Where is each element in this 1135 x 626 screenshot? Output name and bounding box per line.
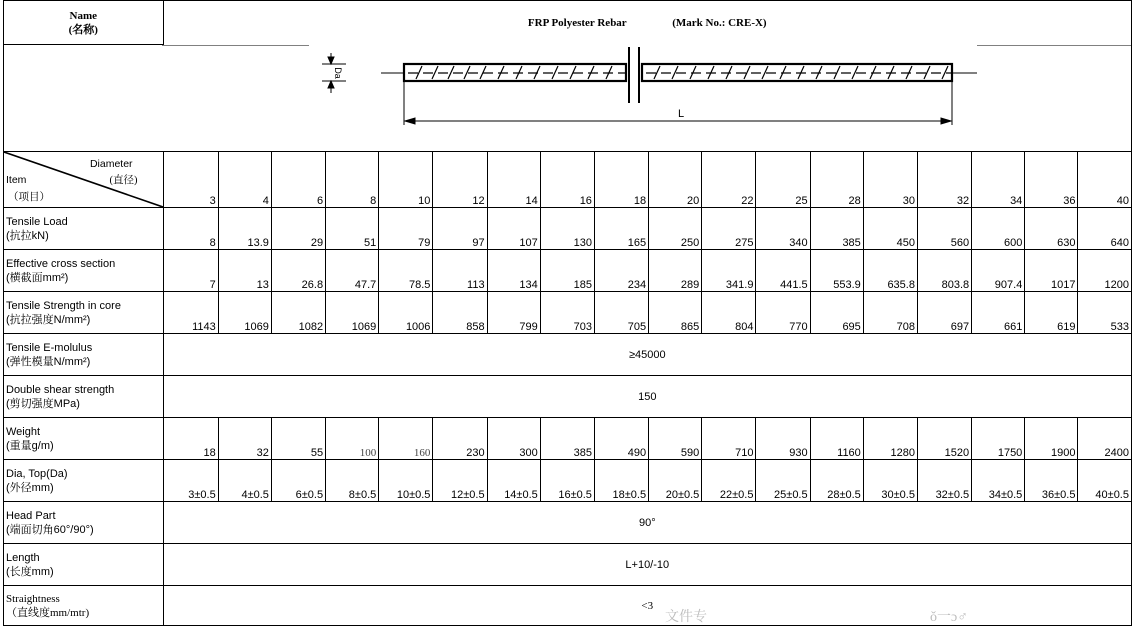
value-cell: 230	[433, 418, 487, 460]
row-label-en: Straightness	[6, 592, 60, 605]
value-cell: 1082	[271, 292, 325, 334]
row-label	[4, 460, 164, 502]
value-cell: 619	[1025, 292, 1078, 334]
value-cell: 185	[540, 250, 594, 292]
row-label-en: Effective cross section	[6, 257, 116, 270]
diameter-en: Diameter	[89, 158, 133, 170]
merged-value: ≥45000	[163, 334, 1131, 376]
value-cell: 907.4	[972, 250, 1025, 292]
value-cell: 234	[594, 250, 648, 292]
name-cn: (名称)	[68, 23, 98, 36]
value-cell: 630	[1025, 208, 1078, 250]
diameter-cell: 18	[594, 152, 648, 208]
rebar-drawing	[4, 45, 1132, 151]
value-cell: 697	[917, 292, 971, 334]
value-cell: 1143	[163, 292, 218, 334]
value-cell: 490	[594, 418, 648, 460]
value-cell: 1069	[326, 292, 379, 334]
value-cell: 97	[433, 208, 487, 250]
value-cell: 1520	[917, 418, 971, 460]
row-label	[4, 250, 164, 292]
value-cell: 8±0.5	[326, 460, 379, 502]
value-cell: 930	[756, 418, 810, 460]
length-label: L	[678, 108, 685, 120]
value-cell: 385	[540, 418, 594, 460]
spec-row	[4, 250, 1132, 292]
diameter-cell: 30	[863, 152, 917, 208]
value-cell: 18±0.5	[594, 460, 648, 502]
spec-row	[4, 544, 1132, 586]
name-header-cell	[4, 1, 164, 45]
value-cell: 858	[433, 292, 487, 334]
value-cell: 1006	[379, 292, 433, 334]
value-cell: 26.8	[271, 250, 325, 292]
value-cell: 865	[649, 292, 702, 334]
value-cell: 32	[218, 418, 271, 460]
value-cell: 134	[487, 250, 540, 292]
diameter-cell: 25	[756, 152, 810, 208]
diameter-cell: 16	[540, 152, 594, 208]
value-cell: 553.9	[810, 250, 863, 292]
spec-row	[4, 418, 1132, 460]
value-cell: 165	[594, 208, 648, 250]
value-cell: 275	[702, 208, 756, 250]
value-cell: 36±0.5	[1025, 460, 1078, 502]
value-cell: 8	[163, 208, 218, 250]
value-cell: 16±0.5	[540, 460, 594, 502]
value-cell: 107	[487, 208, 540, 250]
diameter-cell: 6	[271, 152, 325, 208]
value-cell: 803.8	[917, 250, 971, 292]
diameter-cn: (直径)	[109, 175, 138, 186]
value-cell: 1069	[218, 292, 271, 334]
value-cell: 30±0.5	[863, 460, 917, 502]
spec-row	[4, 376, 1132, 418]
item-en: Item	[6, 174, 27, 186]
row-label-cn: (抗拉强度N/mm²)	[6, 313, 91, 326]
row-label-en: Tensile Load	[6, 215, 68, 228]
row-label-en: Weight	[6, 425, 41, 438]
diameter-cell: 3	[163, 152, 218, 208]
row-label-cn: (横截面mm²)	[6, 271, 69, 284]
value-cell: 1160	[810, 418, 863, 460]
spec-table	[3, 0, 1132, 626]
diameter-cell: 8	[326, 152, 379, 208]
value-cell: 160	[379, 418, 433, 460]
value-cell: 51	[326, 208, 379, 250]
row-label-cn: (外径mm)	[6, 481, 54, 494]
value-cell: 2400	[1078, 418, 1132, 460]
value-cell: 1200	[1078, 250, 1132, 292]
value-cell: 13	[218, 250, 271, 292]
value-cell: 14±0.5	[487, 460, 540, 502]
row-label	[4, 208, 164, 250]
value-cell: 22±0.5	[702, 460, 756, 502]
row-label	[4, 418, 164, 460]
merged-value: L+10/-10	[163, 544, 1131, 586]
row-label	[4, 544, 164, 586]
merged-value: 90°	[163, 502, 1131, 544]
row-label-cn: (弹性模量N/mm²)	[6, 355, 91, 368]
diameter-cell: 28	[810, 152, 863, 208]
value-cell: 710	[702, 418, 756, 460]
value-cell: 3±0.5	[163, 460, 218, 502]
value-cell: 708	[863, 292, 917, 334]
diameter-cell: 4	[218, 152, 271, 208]
value-cell: 590	[649, 418, 702, 460]
value-cell: 289	[649, 250, 702, 292]
row-label	[4, 586, 164, 626]
seal-watermark-a: 文件专	[665, 610, 707, 625]
value-cell: 20±0.5	[649, 460, 702, 502]
title-cell	[163, 1, 1131, 45]
header-row	[4, 1, 1132, 45]
row-label-en: Dia, Top(Da)	[6, 467, 68, 480]
item-diameter-header	[4, 152, 164, 208]
diameter-cell: 12	[433, 152, 487, 208]
value-cell: 1017	[1025, 250, 1078, 292]
value-cell: 7	[163, 250, 218, 292]
row-label	[4, 292, 164, 334]
row-label-cn: (抗拉kN)	[6, 229, 49, 242]
name-en: Name	[69, 9, 98, 22]
value-cell: 804	[702, 292, 756, 334]
row-label-en: Head Part	[6, 509, 56, 522]
value-cell: 55	[271, 418, 325, 460]
value-cell: 18	[163, 418, 218, 460]
value-cell: 34±0.5	[972, 460, 1025, 502]
value-cell: 79	[379, 208, 433, 250]
value-cell: 4±0.5	[218, 460, 271, 502]
merged-value: <3	[163, 586, 1131, 626]
value-cell: 450	[863, 208, 917, 250]
spec-row	[4, 502, 1132, 544]
value-cell: 695	[810, 292, 863, 334]
diameter-cell: 36	[1025, 152, 1078, 208]
value-cell: 300	[487, 418, 540, 460]
value-cell: 770	[756, 292, 810, 334]
value-cell: 1900	[1025, 418, 1078, 460]
diameter-cell: 32	[917, 152, 971, 208]
value-cell: 441.5	[756, 250, 810, 292]
value-cell: 635.8	[863, 250, 917, 292]
row-label-cn: （直线度mm/mtr)	[6, 606, 90, 619]
spec-row	[4, 292, 1132, 334]
mark-number: (Mark No.: CRE-X)	[672, 16, 767, 29]
row-label	[4, 334, 164, 376]
value-cell: 32±0.5	[917, 460, 971, 502]
row-label	[4, 502, 164, 544]
row-label-en: Length	[6, 551, 40, 564]
value-cell: 560	[917, 208, 971, 250]
diameter-cell: 14	[487, 152, 540, 208]
value-cell: 341.9	[702, 250, 756, 292]
value-cell: 703	[540, 292, 594, 334]
value-cell: 705	[594, 292, 648, 334]
drawing-row	[4, 45, 1132, 152]
value-cell: 113	[433, 250, 487, 292]
value-cell: 533	[1078, 292, 1132, 334]
row-label-en: Double shear strength	[6, 383, 115, 396]
row-label-cn: (长度mm)	[6, 565, 54, 578]
rib-hatching-right	[646, 66, 952, 79]
value-cell: 661	[972, 292, 1025, 334]
diameter-cell: 20	[649, 152, 702, 208]
row-label	[4, 376, 164, 418]
value-cell: 1750	[972, 418, 1025, 460]
product-title: FRP Polyester Rebar	[527, 16, 627, 29]
break-marks	[629, 47, 639, 103]
diameter-cell: 34	[972, 152, 1025, 208]
merged-value: 150	[163, 376, 1131, 418]
spec-row	[4, 460, 1132, 502]
row-label-cn: (剪切强度MPa)	[6, 397, 80, 410]
value-cell: 100	[326, 418, 379, 460]
value-cell: 10±0.5	[379, 460, 433, 502]
spec-row	[4, 334, 1132, 376]
spec-row	[4, 208, 1132, 250]
da-label: Da	[333, 67, 343, 79]
value-cell: 78.5	[379, 250, 433, 292]
value-cell: 340	[756, 208, 810, 250]
value-cell: 29	[271, 208, 325, 250]
value-cell: 40±0.5	[1078, 460, 1132, 502]
value-cell: 1280	[863, 418, 917, 460]
diameter-cell: 22	[702, 152, 756, 208]
value-cell: 600	[972, 208, 1025, 250]
value-cell: 13.9	[218, 208, 271, 250]
diameter-cell: 10	[379, 152, 433, 208]
drawing-cell	[4, 45, 1132, 152]
value-cell: 130	[540, 208, 594, 250]
value-cell: 640	[1078, 208, 1132, 250]
value-cell: 6±0.5	[271, 460, 325, 502]
row-label-en: Tensile Strength in core	[6, 299, 121, 312]
value-cell: 799	[487, 292, 540, 334]
diameter-row	[4, 152, 1132, 208]
value-cell: 25±0.5	[756, 460, 810, 502]
value-cell: 250	[649, 208, 702, 250]
seal-watermark-b: ǒ一ɔ♂	[930, 610, 968, 625]
spec-sheet	[3, 0, 1132, 624]
row-label-cn: (端面切角60°/90°)	[6, 523, 94, 536]
item-cn: （项目）	[8, 192, 50, 203]
diameter-cell: 40	[1078, 152, 1132, 208]
value-cell: 28±0.5	[810, 460, 863, 502]
value-cell: 385	[810, 208, 863, 250]
rib-hatching-left	[408, 66, 626, 79]
value-cell: 47.7	[326, 250, 379, 292]
row-label-en: Tensile E-molulus	[6, 341, 93, 354]
row-label-cn: (重量g/m)	[6, 439, 54, 452]
value-cell: 12±0.5	[433, 460, 487, 502]
